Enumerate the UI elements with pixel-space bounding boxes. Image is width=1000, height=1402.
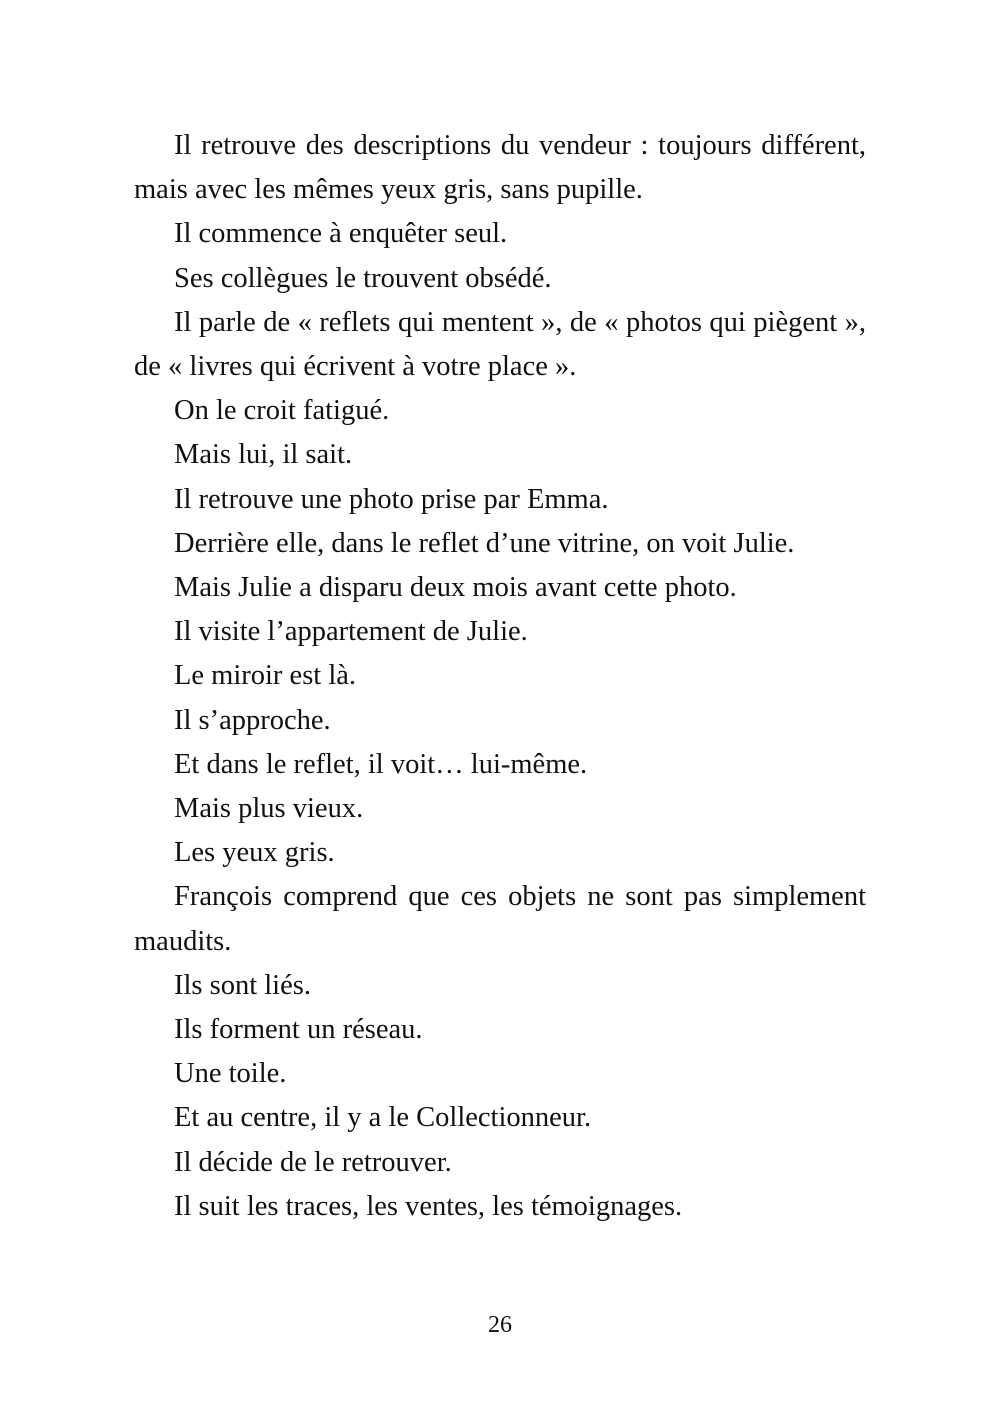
paragraph: Une toile. (174, 1058, 287, 1090)
paragraph: Derrière elle, dans le reflet d’une vitrine, on voit Julie. (174, 527, 795, 559)
paragraph: Les yeux gris. (174, 837, 335, 869)
paragraph: Et dans le reflet, il voit… lui-même. (174, 748, 588, 780)
paragraph: Ils sont liés. (174, 969, 311, 1001)
paragraph: Il décide de le retrouver. (174, 1146, 452, 1178)
paragraph: Le miroir est là. (174, 660, 357, 692)
paragraph: Mais plus vieux. (174, 793, 364, 825)
paragraph: Et au centre, il y a le Collectionneur. (174, 1102, 592, 1134)
paragraph: Il parle de « reflets qui mentent », de « photos qui piègent », de « livres qui écrivent à votre place ». (134, 306, 866, 383)
paragraph: Il s’approche. (174, 704, 331, 736)
paragraph: Il suit les traces, les ventes, les témoignages. (174, 1190, 683, 1222)
paragraph: Il commence à enquêter seul. (174, 218, 508, 250)
paragraph: Il retrouve une photo prise par Emma. (174, 483, 609, 515)
paragraph: Mais lui, il sait. (174, 439, 353, 471)
paragraph: On le croit fatigué. (174, 395, 390, 427)
body-text (134, 124, 866, 1229)
page-number: 26 (488, 1312, 512, 1338)
paragraph: Il retrouve des descriptions du vendeur : toujours différent, mais avec les mêmes yeux gris, sans pupille. (134, 130, 866, 206)
paragraph: Il visite l’appartement de Julie. (174, 616, 528, 648)
paragraph: Ses collègues le trouvent obsédé. (174, 262, 552, 294)
paragraph: Mais Julie a disparu deux mois avant cette photo. (174, 572, 737, 604)
paragraph: Ils forment un réseau. (174, 1014, 423, 1046)
paragraph: François comprend que ces objets ne sont pas simplement maudits. (134, 881, 866, 957)
